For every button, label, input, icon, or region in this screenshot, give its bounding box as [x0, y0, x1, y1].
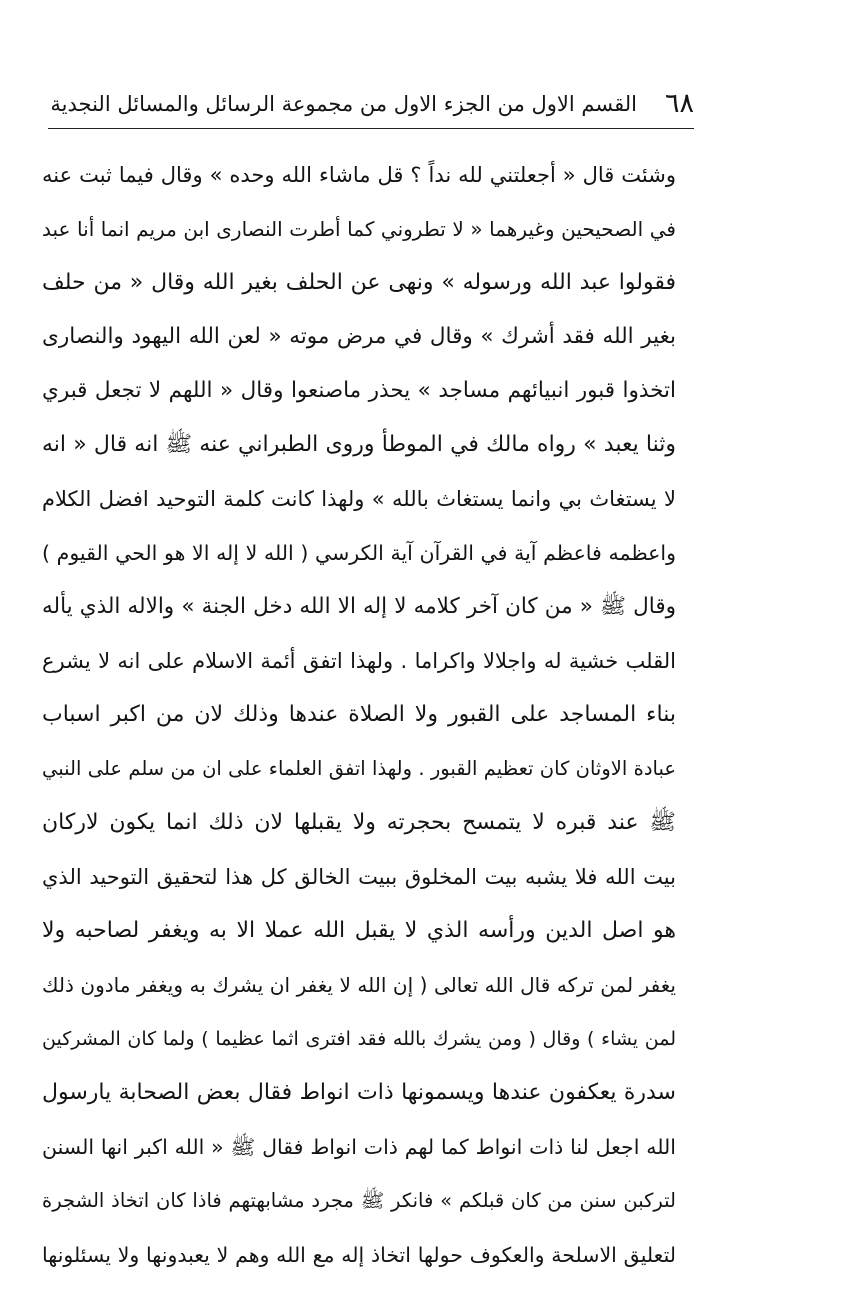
text-line: عبادة الاوثان كان تعظيم القبور . ولهذا اتفق العلماء على ان من سلم على النبي [42, 757, 676, 780]
body-text [42, 148, 676, 1282]
text-line: سدرة يعكفون عندها ويسمونها ذات انواط فقال بعض الصحابة يارسول [42, 1080, 676, 1105]
page-number: ٦٨ [664, 88, 694, 119]
text-line: فقولوا عبد الله ورسوله » ونهى عن الحلف بغير الله وقال « من حلف [42, 270, 676, 295]
text-line: يغفر لمن تركه قال الله تعالى ( إن الله لا يغفر ان يشرك به ويغفر مادون ذلك [42, 973, 676, 997]
text-line: لتعليق الاسلحة والعكوف حولها اتخاذ إله مع الله وهم لا يعبدونها ولا يسئلونها [42, 1243, 676, 1267]
text-line: واعظمه فاعظم آية في القرآن آية الكرسي ( الله لا إله الا هو الحي القيوم ) [42, 541, 676, 565]
text-line: في الصحيحين وغيرهما « لا تطروني كما أطرت النصارى ابن مريم انما أنا عبد [42, 217, 676, 241]
text-line: بغير الله فقد أشرك » وقال في مرض موته « لعن الله اليهود والنصارى [42, 324, 676, 349]
text-line: وثنا يعبد » رواه مالك في الموطأ وروى الطبراني عنه ﷺ انه قال « انه [42, 432, 676, 457]
text-line: ﷺ عند قبره لا يتمسح بحجرته ولا يقبلها لان ذلك انما يكون لاركان [42, 810, 676, 835]
text-line: الله اجعل لنا ذات انواط كما لهم ذات انواط فقال ﷺ « الله اكبر انها السنن [42, 1135, 676, 1159]
text-line: اتخذوا قبور انبيائهم مساجد » يحذر ماصنعوا وقال « اللهم لا تجعل قبري [42, 378, 676, 403]
running-title: القسم الاول من الجزء الاول من مجموعة الرسائل والمسائل النجدية [50, 92, 637, 116]
text-line: وشئت قال « أجعلتني لله نداً ؟ قل ماشاء الله وحده » وقال فيما ثبت عنه [42, 163, 676, 187]
text-line: بيت الله فلا يشبه بيت المخلوق ببيت الخالق كل هذا لتحقيق التوحيد الذي [42, 865, 676, 889]
text-line: لا يستغاث بي وانما يستغاث بالله » ولهذا كانت كلمة التوحيد افضل الكلام [42, 487, 676, 511]
text-line: وقال ﷺ « من كان آخر كلامه لا إله الا الله دخل الجنة » والاله الذي يأله [42, 594, 676, 619]
text-line: هو اصل الدين ورأسه الذي لا يقبل الله عملا الا به ويغفر لصاحبه ولا [42, 918, 676, 943]
text-line: القلب خشية له واجلالا واكراما . ولهذا اتفق أئمة الاسلام على انه لا يشرع [42, 649, 676, 673]
header-rule [48, 128, 694, 129]
text-line: بناء المساجد على القبور ولا الصلاة عندها وذلك لان من اكبر اسباب [42, 702, 676, 727]
text-line: لمن يشاء ) وقال ( ومن يشرك بالله فقد افترى اثما عظيما ) ولما كان المشركين [42, 1028, 676, 1050]
text-line: لتركبن سنن من كان قبلكم » فانكر ﷺ مجرد مشابهتهم فاذا كان اتخاذ الشجرة [42, 1189, 676, 1212]
page-header [50, 82, 694, 126]
